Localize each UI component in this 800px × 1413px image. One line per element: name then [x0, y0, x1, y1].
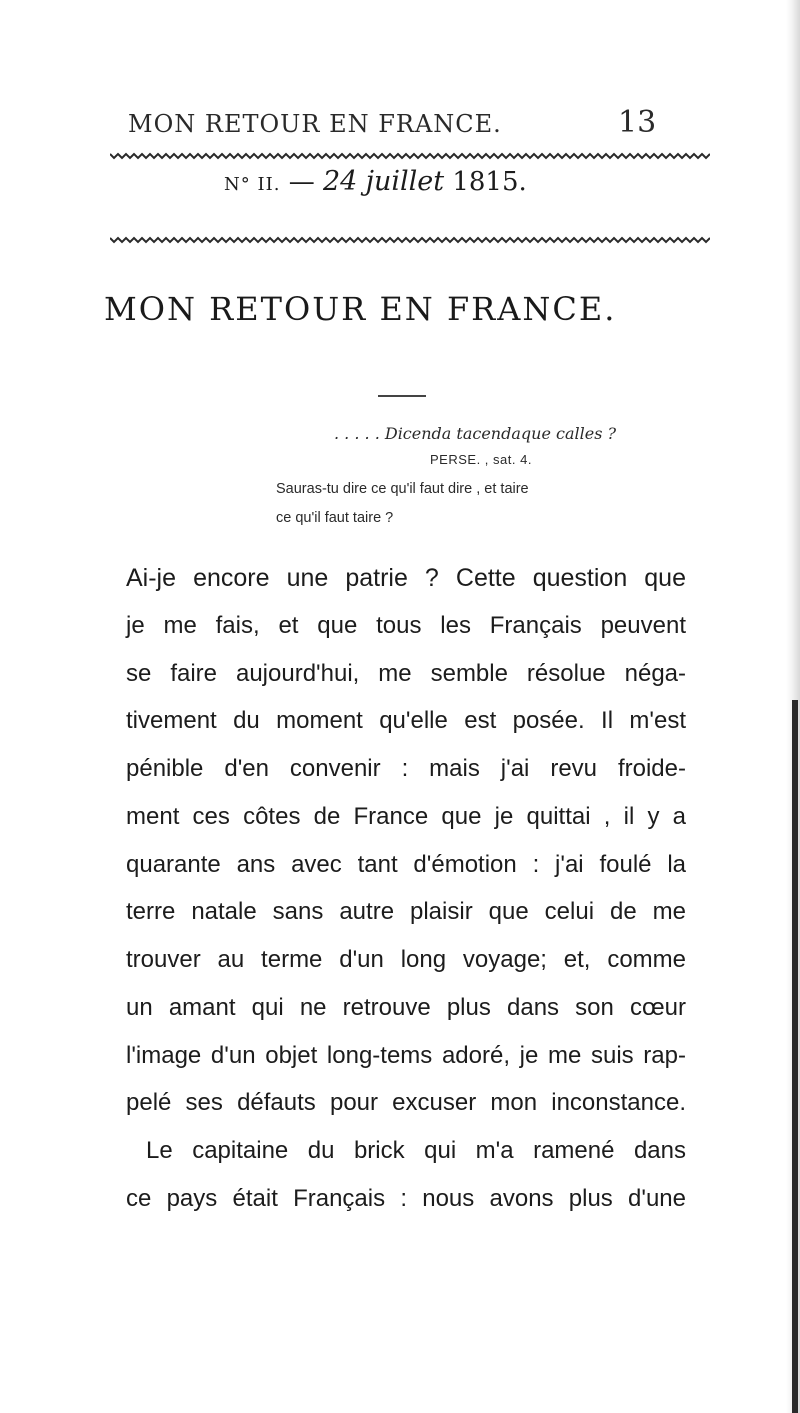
body-text-line: se faire aujourd'hui, me semble résolue néga-: [126, 660, 686, 687]
body-text-line: Le capitaine du brick qui m'a ramené dans: [146, 1137, 686, 1164]
article-title: MON RETOUR EN FRANCE.: [104, 290, 617, 328]
page-edge-shadow: [786, 0, 800, 1413]
body-text-line: ce pays était Français : nous avons plus d'une: [126, 1185, 686, 1212]
epigraph-translation-line: ce qu'il faut taire ?: [276, 510, 394, 526]
body-text-line: quarante ans avec tant d'émotion : j'ai foulé la: [126, 851, 686, 878]
page-number: 13: [618, 105, 657, 140]
page-edge-dark-strip: [792, 700, 798, 1413]
body-text-line: je me fais, et que tous les Français peuvent: [126, 612, 686, 639]
ornamental-rule-top: [110, 152, 710, 160]
issue-number: N° II.: [224, 174, 281, 195]
issue-date-month: juillet: [365, 166, 445, 197]
issue-date-year: 1815.: [452, 167, 527, 197]
epigraph-latin-quote: . . . . . Dicenda tacendaque calles ?: [334, 424, 617, 443]
ornamental-rule-bottom: [110, 236, 710, 244]
body-text-line: pénible d'en convenir : mais j'ai revu froide-: [126, 755, 686, 782]
body-text-line: trouver au terme d'un long voyage; et, comme: [126, 946, 686, 973]
epigraph-translation-line: Sauras-tu dire ce qu'il faut dire , et taire: [276, 481, 529, 497]
issue-number-and-date: [224, 166, 527, 197]
body-text-line: l'image d'un objet long-tems adoré, je me suis rap-: [126, 1042, 686, 1069]
body-text-line: ment ces côtes de France que je quittai , il y a: [126, 803, 686, 830]
issue-separator: —: [288, 167, 315, 197]
body-text-line: un amant qui ne retrouve plus dans son cœur: [126, 994, 686, 1021]
issue-date-day: 24: [322, 166, 358, 197]
body-text-line: Ai-je encore une patrie ? Cette question que: [126, 564, 686, 592]
body-text-line: terre natale sans autre plaisir que celui de me: [126, 898, 686, 925]
body-text-line: pelé ses défauts pour excuser mon inconstance.: [126, 1089, 686, 1116]
epigraph-source: PERSE. , sat. 4.: [430, 452, 532, 467]
title-divider: [378, 395, 426, 397]
running-head: MON RETOUR EN FRANCE.: [128, 110, 502, 138]
body-text-line: tivement du moment qu'elle est posée. Il m'est: [126, 707, 686, 734]
